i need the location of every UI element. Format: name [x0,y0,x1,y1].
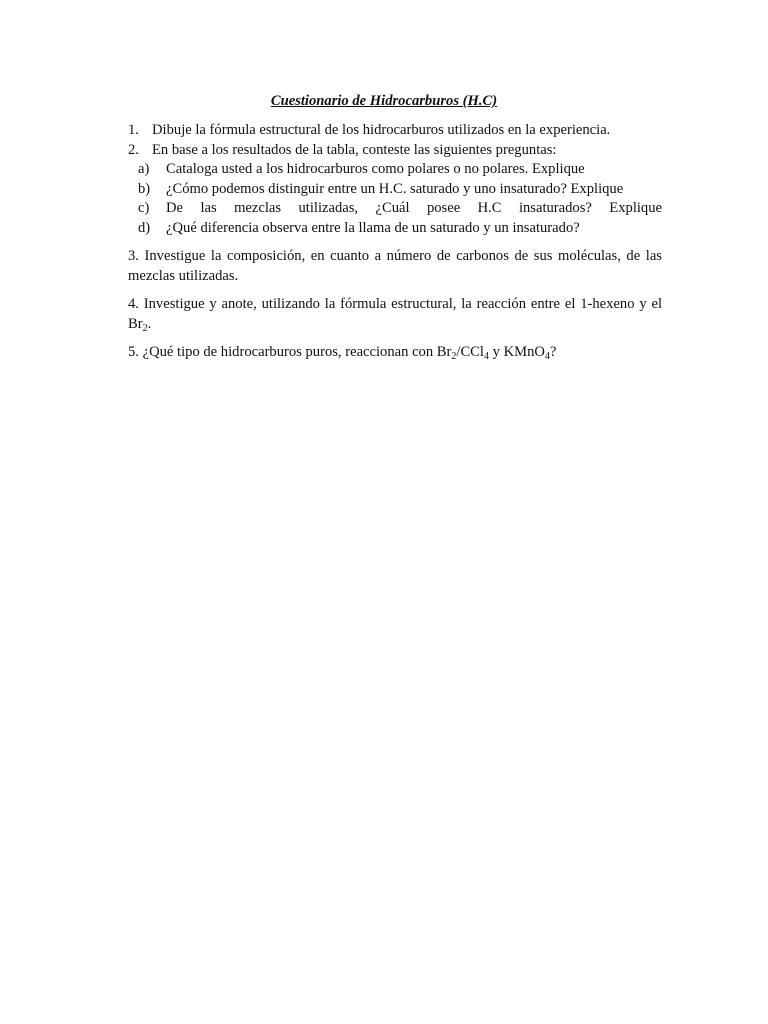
sub-text: Cataloga usted a los hidrocarburos como polares o no polares. Explique [166,161,585,177]
sub-item-a [138,160,662,180]
subscript: 2 [142,322,148,334]
list-text: Dibuje la fórmula estructural de los hidrocarburos utilizados en la experiencia. [152,122,611,138]
list-text: En base a los resultados de la tabla, conteste las siguientes preguntas: [152,141,557,158]
question-5-part: 5. ¿Qué tipo de hidrocarburos puros, reaccionan con Br [128,344,452,360]
document-body [128,121,662,363]
question-3: 3. Investigue la composición, en cuanto a número de carbonos de sus moléculas, de las mezclas utilizadas. [128,248,662,284]
sub-marker: a) [138,161,150,177]
sub-item-b [138,180,662,200]
subscript: 4 [544,351,550,362]
sub-item-c [138,199,662,219]
list-marker: 1. [128,122,139,138]
sub-marker: d) [138,219,151,236]
list-item-2 [128,141,662,161]
question-4 [128,295,662,334]
list-marker: 2. [128,141,139,158]
sub-list [128,160,662,238]
question-5 [128,343,662,363]
subscript: 2 [451,351,457,362]
sub-text: ¿Cómo podemos distinguir entre un H.C. saturado y uno insaturado? Explique [166,180,624,197]
document-title: Cuestionario de Hidrocarburos (H.C) [270,93,498,109]
question-4-text: 4. Investigue y anote, utilizando la fórmula estructural, la reacción entre el 1-hexeno y el Br [128,296,662,332]
sub-item-d [138,219,662,239]
question-5-part: y KMnO [488,344,545,360]
question-4-end: . [147,315,152,332]
sub-text: De las mezclas utilizadas, ¿Cuál posee H.C insaturados? Explique [166,200,662,216]
subscript: 4 [483,351,489,362]
list-item-1 [128,121,662,141]
sub-marker: b) [138,180,151,197]
numbered-list [128,121,662,160]
sub-text: ¿Qué diferencia observa entre la llama de un saturado y un insaturado? [166,219,580,236]
question-5-part: ? [549,344,557,360]
question-5-part: /CCl [456,344,484,360]
sub-marker: c) [138,200,150,216]
